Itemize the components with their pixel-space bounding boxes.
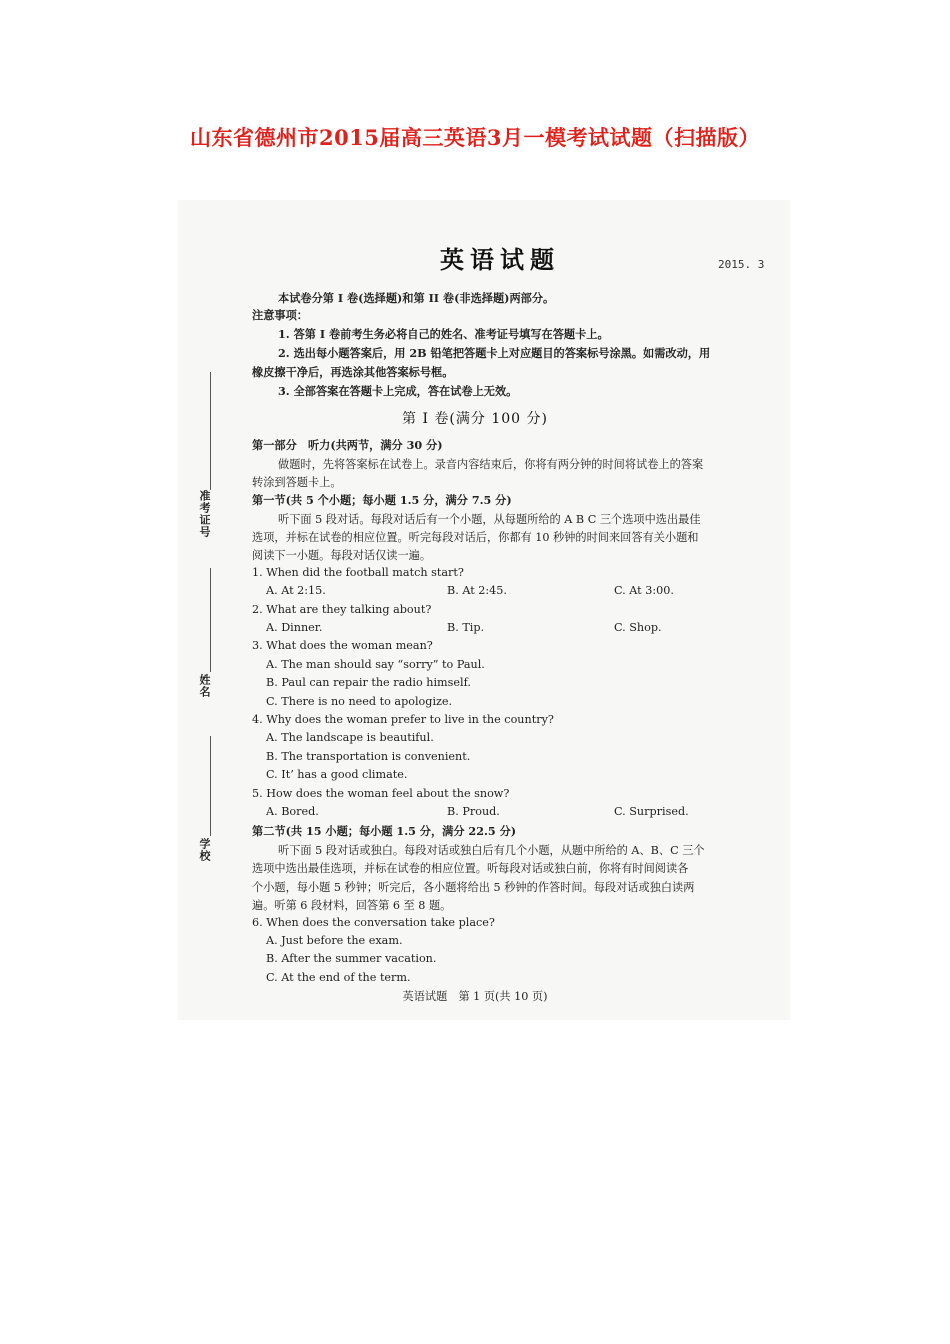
sec2-instr-2: 选项中选出最佳选项，并标在试卷的相应位置。听每段对话或独白前，你将有时间阅读各 [252,862,689,875]
part1-heading: 第一部分 听力(共两节，满分 30 分) [252,438,443,452]
note-1: 1. 答第 I 卷前考生务必将自己的姓名、准考证号填写在答题卡上。 [278,327,609,341]
margin-label-name: 姓名 [198,674,211,698]
q2-option-a: A. Dinner. [266,621,323,634]
part1-instr-1: 做题时，先将答案标在试卷上。录音内容结束后，你将有两分钟的时间将试卷上的答案 [278,458,704,471]
q4-option-c: C. It’ has a good climate. [266,768,408,781]
note-2-cont: 橡皮擦干净后，再选涂其他答案标号框。 [252,365,454,379]
page-footer: 英语试题 第 1 页(共 10 页) [402,990,548,1003]
sec2-instr-1: 听下面 5 段对话或独白。每段对话或独白后有几个小题，从题中所给的 A、B、C 三个 [278,844,705,857]
margin-rule-school [210,736,211,836]
question-1: 1. When did the football match start? [252,566,464,579]
q2-option-c: C. Shop. [614,621,662,634]
question-6: 6. When does the conversation take place? [252,916,495,929]
sec1-heading: 第一节(共 5 个小题；每小题 1.5 分，满分 7.5 分) [252,493,512,507]
q3-option-c: C. There is no need to apologize. [266,695,453,708]
q3-option-b: B. Paul can repair the radio himself. [266,676,471,689]
part1-instr-2: 转涂到答题卡上。 [252,476,342,489]
q5-option-a: A. Bored. [266,805,319,818]
q4-option-a: A. The landscape is beautiful. [266,731,434,744]
q3-option-a: A. The man should say “sorry” to Paul. [266,658,485,671]
margin-label-exam-no: 准考证号 [198,490,211,538]
paper-intro: 本试卷分第 I 卷(选择题)和第 II 卷(非选择题)两部分。 [278,291,555,305]
sec1-instr-2: 选项，并标在试卷的相应位置。听完每段对话后，你都有 10 秒钟的时间来回答有关小题和 [252,531,699,544]
q1-option-c: C. At 3:00. [614,584,674,597]
q4-option-b: B. The transportation is convenient. [266,750,471,763]
q6-option-b: B. After the summer vacation. [266,952,437,965]
notes-heading: 注意事项： [252,308,308,322]
sec2-heading: 第二节(共 15 小题；每小题 1.5 分，满分 22.5 分) [252,824,517,838]
document-title: 山东省德州市2015届高三英语3月一模考试试题（扫描版） [189,125,761,150]
margin-rule-name [210,568,211,672]
question-2: 2. What are they talking about? [252,603,432,616]
q1-option-a: A. At 2:15. [266,584,326,597]
paper-title: 英语试题 [440,245,560,274]
sec1-instr-1: 听下面 5 段对话。每段对话后有一个小题，从每题所给的 A B C 三个选项中选出最佳 [278,513,701,526]
note-3: 3. 全部答案在答题卡上完成，答在试卷上无效。 [278,384,518,398]
q5-option-c: C. Surprised. [614,805,689,818]
question-4: 4. Why does the woman prefer to live in the country? [252,713,554,726]
volume-title: 第 I 卷(满分 100 分) [402,411,548,427]
margin-label-school: 学校 [198,838,211,862]
q6-option-a: A. Just before the exam. [266,934,403,947]
margin-rule-exam-no [210,372,211,490]
sec2-instr-4: 遍。听第 6 段材料，回答第 6 至 8 题。 [252,899,452,912]
q6-option-c: C. At the end of the term. [266,971,411,984]
q5-option-b: B. Proud. [447,805,500,818]
question-5: 5. How does the woman feel about the snow? [252,787,510,800]
q1-option-b: B. At 2:45. [447,584,507,597]
sec1-instr-3: 阅读下一小题。每段对话仅读一遍。 [252,549,432,562]
paper-date: 2015. 3 [718,258,765,271]
sec2-instr-3: 个小题，每小题 5 秒钟；听完后，各小题将给出 5 秒钟的作答时间。每段对话或独白读两 [252,881,695,894]
note-2: 2. 选出每小题答案后，用 2B 铅笔把答题卡上对应题目的答案标号涂黑。如需改动，用 [278,346,711,360]
question-3: 3. What does the woman mean? [252,639,433,652]
q2-option-b: B. Tip. [447,621,485,634]
